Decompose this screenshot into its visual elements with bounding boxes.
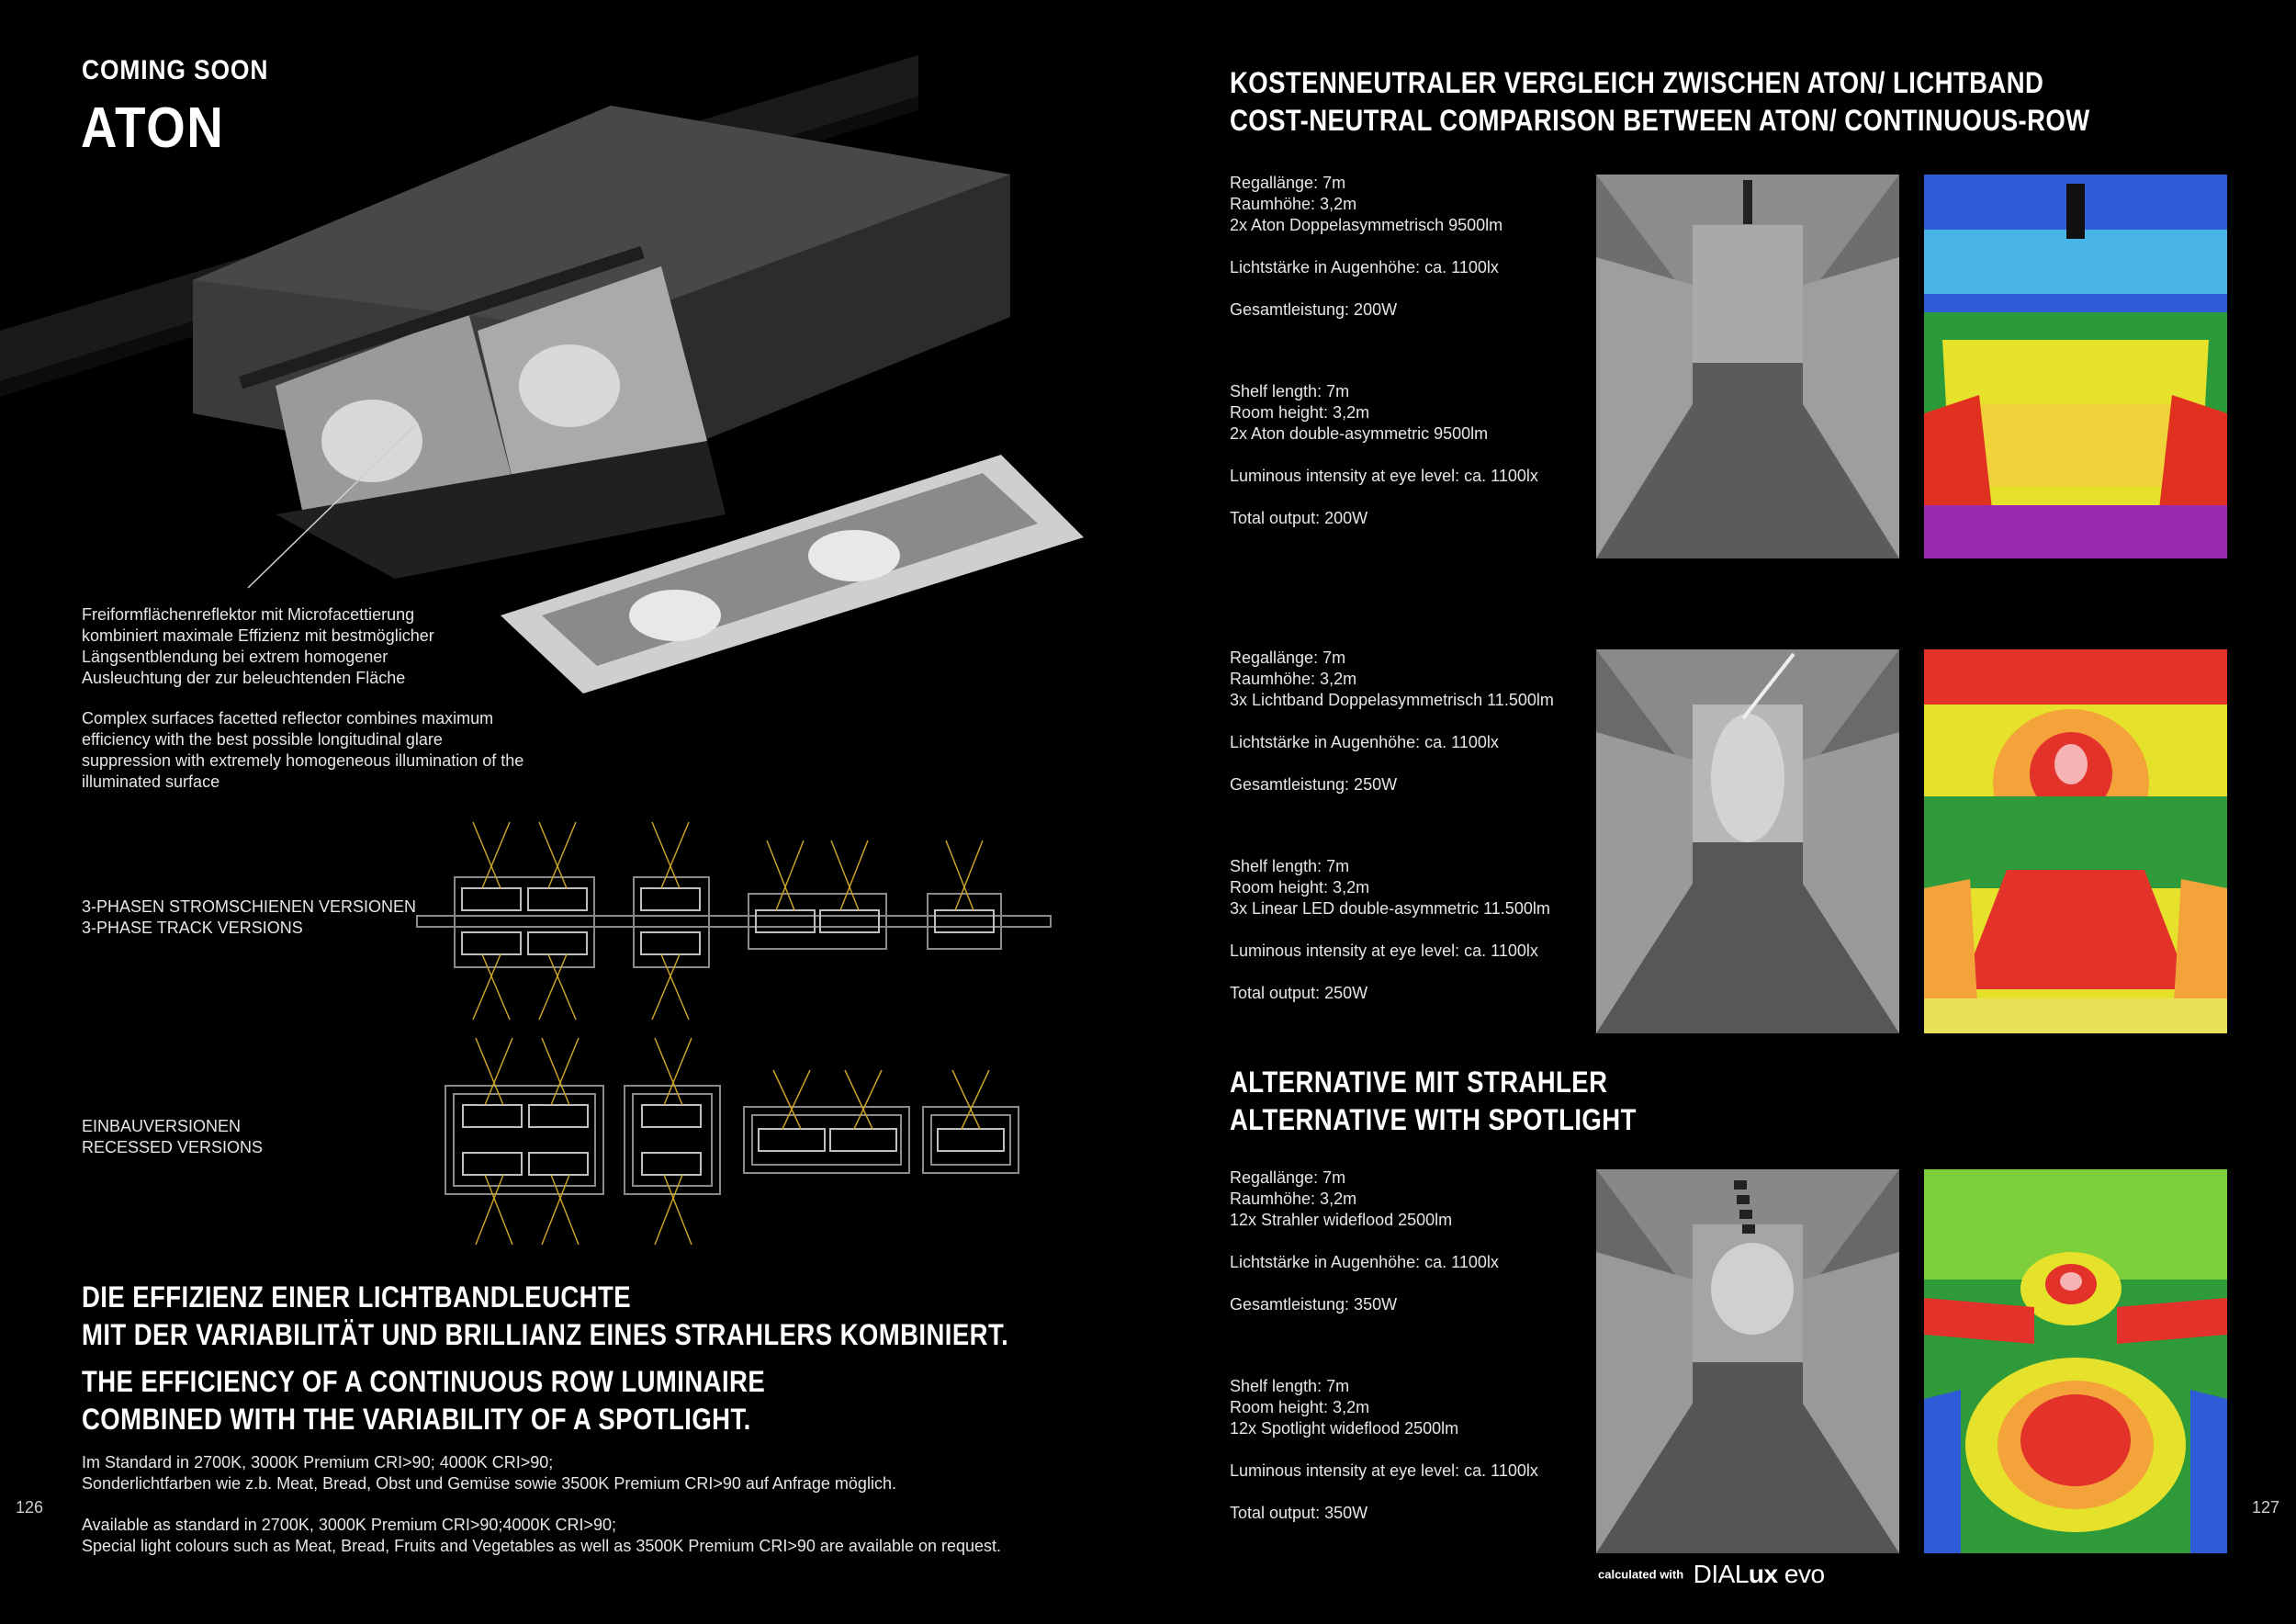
scene-2-false-color-map	[1924, 649, 2227, 1033]
scene-1-specs-en: Shelf length: 7m Room height: 3,2m 2x Aton double-asymmetric 9500lm Luminous intensity at eye level: ca. 1100lx Total output: 200W	[1230, 382, 1538, 527]
reflector-note-en: Complex surfaces facetted reflector combines maximum efficiency with the best possible longitudinal glare suppression with extremely homogeneous illumination of the illuminated surface	[82, 709, 524, 791]
scene-2-rendering	[1596, 649, 1899, 1033]
page-number-right: 127	[2252, 1498, 2280, 1517]
recessed-versions-label: EINBAUVERSIONEN RECESSED VERSIONS	[82, 1117, 264, 1156]
scene-1-false-color-map	[1924, 175, 2227, 558]
scene-2-specs-de: Regallänge: 7m Raumhöhe: 3,2m 3x Lichtband Doppelasymmetrisch 11.500lm Lichtstärke in Augenhöhe: ca. 1100lx Gesamtleistung: 250W	[1230, 648, 1554, 794]
product-title: ATON	[81, 96, 225, 160]
dialux-evo-logo	[1598, 1560, 1825, 1589]
standard-text-en: Available as standard in 2700K, 3000K Premium CRI>90;4000K CRI>90; Special light colours such as Meat, Bread, Fruits and Vegetables as well as 3500K Premium CRI>90 are available on request.	[82, 1516, 1002, 1555]
scene-2-specs-en: Shelf length: 7m Room height: 3,2m 3x Linear LED double-asymmetric 11.500lm Luminous intensity at eye level: ca. 1100lx Total output: 250W	[1230, 857, 1550, 1002]
standard-text-de: Im Standard in 2700K, 3000K Premium CRI>90; 4000K CRI>90; Sonderlichtfarben wie z.b. Meat, Bread, Obst und Gemüse sowie 3500K Premium CRI>90 auf Anfrage möglich.	[82, 1453, 896, 1493]
scene-1-rendering	[1596, 175, 1899, 558]
aton-product-image	[0, 55, 1157, 698]
scene-3-rendering	[1596, 1169, 1899, 1553]
headline-en: THE EFFICIENCY OF A CONTINUOUS ROW LUMINAIRE COMBINED WITH THE VARIABILITY OF A SPOTLIGHT.	[82, 1365, 766, 1436]
dialux-prefix: calculated with	[1598, 1567, 1684, 1582]
scene-3-specs-en: Shelf length: 7m Room height: 3,2m 12x Spotlight wideflood 2500lm Luminous intensity at eye level: ca. 1100lx Total output: 350W	[1230, 1377, 1538, 1522]
scene-3-specs-de: Regallänge: 7m Raumhöhe: 3,2m 12x Strahler wideflood 2500lm Lichtstärke in Augenhöhe: ca. 1100lx Gesamtleistung: 350W	[1230, 1168, 1499, 1314]
page-number-left: 126	[16, 1498, 44, 1517]
coming-soon-label: COMING SOON	[82, 55, 269, 85]
alternative-heading: ALTERNATIVE MIT STRAHLER ALTERNATIVE WITH SPOTLIGHT	[1230, 1066, 1637, 1136]
comparison-heading: KOSTENNEUTRALER VERGLEICH ZWISCHEN ATON/ LICHTBAND COST-NEUTRAL COMPARISON BETWEEN ATON/ CONTINUOUS-ROW	[1230, 66, 2090, 137]
track-versions-label: 3-PHASEN STROMSCHIENEN VERSIONEN 3-PHASE TRACK VERSIONS	[82, 897, 417, 937]
headline-de: DIE EFFIZIENZ EINER LICHTBANDLEUCHTE MIT DER VARIABILITÄT UND BRILLIANZ EINES STRAHLERS KOMBINIERT.	[82, 1280, 1009, 1351]
track-versions-diagram	[413, 813, 1056, 1024]
dialux-brand: DIALux evo	[1693, 1560, 1825, 1588]
scene-3-false-color-map	[1924, 1169, 2227, 1553]
reflector-note-de: Freiformflächenreflektor mit Microfacettierung kombiniert maximale Effizienz mit bestmöglicher Längsentblendung bei extrem homogener Ausleuchtung der zur beleuchtenden Fläche	[82, 605, 434, 687]
recessed-versions-diagram	[441, 1033, 1047, 1249]
scene-1-specs-de: Regallänge: 7m Raumhöhe: 3,2m 2x Aton Doppelasymmetrisch 9500lm Lichtstärke in Augenhöhe: ca. 1100lx Gesamtleistung: 200W	[1230, 174, 1503, 319]
